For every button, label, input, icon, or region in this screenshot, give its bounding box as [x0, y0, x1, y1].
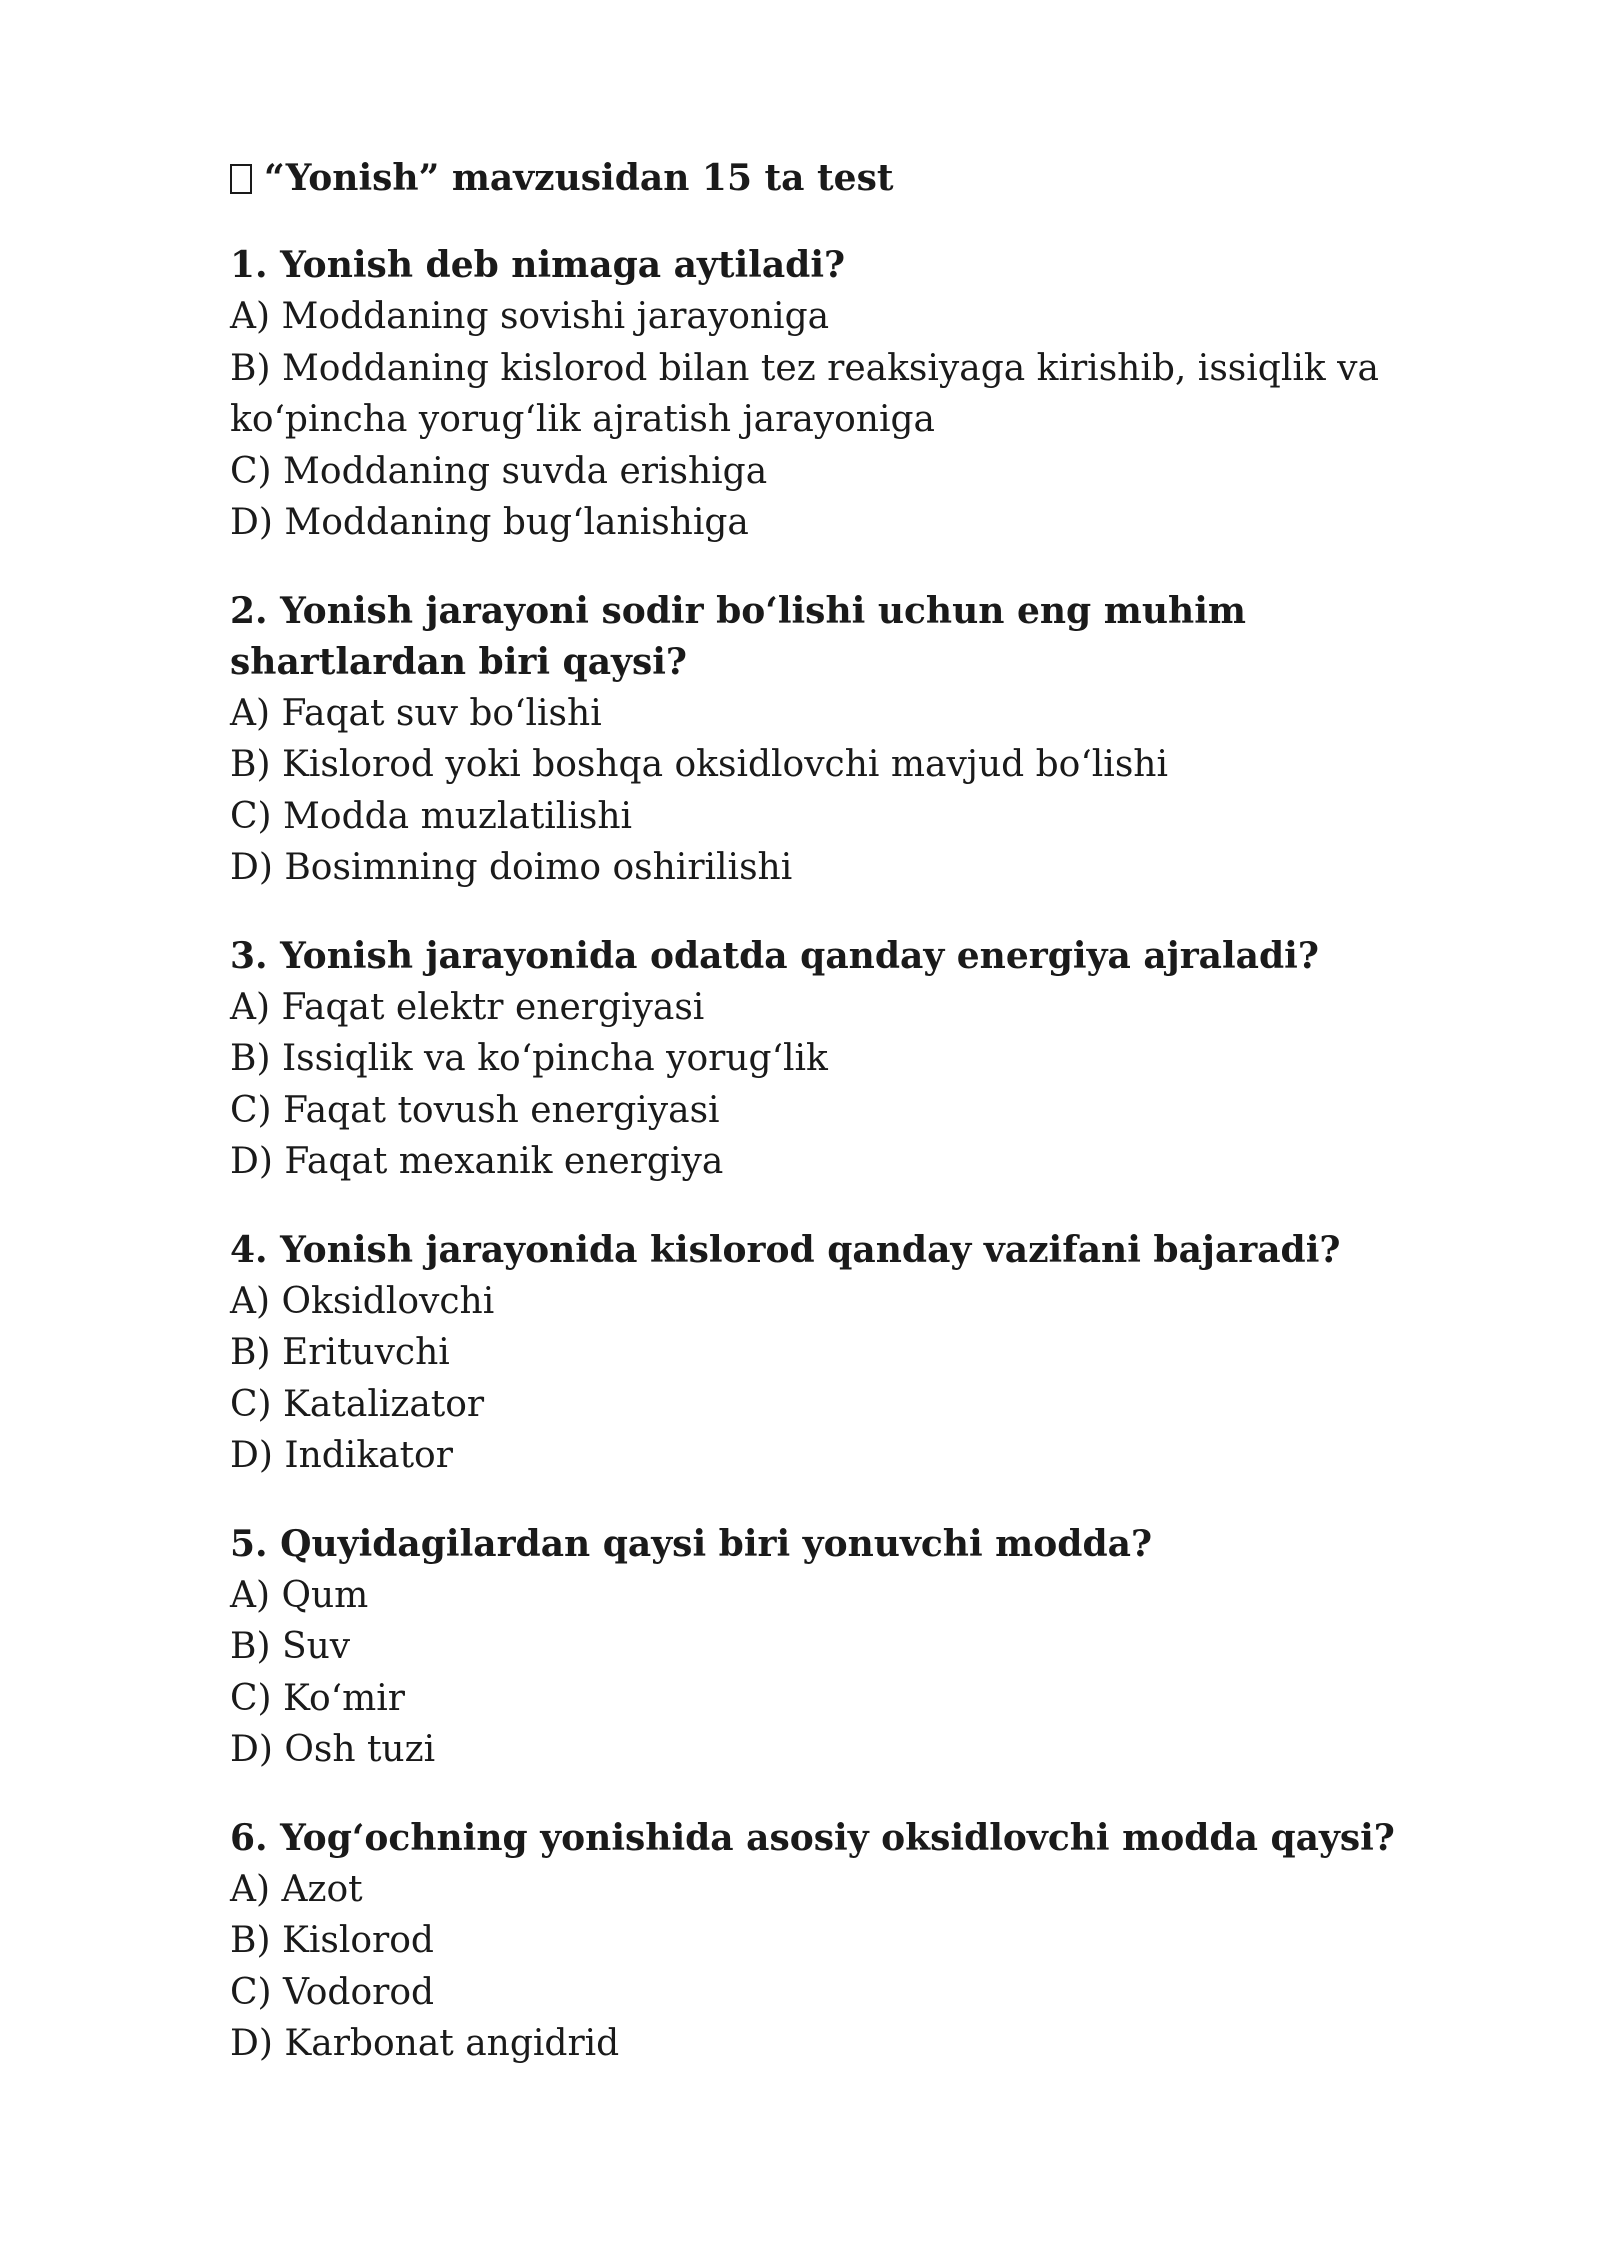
- answer-option-d: D) Bosimning doimo oshirilishi: [230, 847, 793, 888]
- question-text: 3. Yonish jarayonida odatda qanday energiya ajraladi?: [230, 934, 1319, 977]
- answer-option-d: D) Osh tuzi: [230, 1729, 436, 1770]
- answer-option-b: B) Kislorod: [230, 1920, 434, 1961]
- answer-option-a: A) Faqat suv bo‘lishi: [230, 692, 602, 734]
- answer-option-a: A) Qum: [230, 1574, 369, 1616]
- answer-option-c: C) Moddaning suvda erishiga: [230, 450, 768, 492]
- question-text: 2. Yonish jarayoni sodir bo‘lishi uchun eng muhim shartlardan biri qaysi?: [230, 589, 1246, 683]
- answer-option-a: A) Faqat elektr energiyasi: [230, 986, 705, 1028]
- question-1: [230, 240, 1470, 549]
- answer-option-c: C) Katalizator: [230, 1383, 485, 1425]
- document-title-text: “Yonish” mavzusidan 15 ta test: [264, 157, 894, 199]
- question-text: 4. Yonish jarayonida kislorod qanday vazifani bajaradi?: [230, 1228, 1341, 1271]
- answer-option-c: C) Faqat tovush energiyasi: [230, 1089, 720, 1131]
- question-5: [230, 1519, 1470, 1776]
- missing-glyph-icon: [230, 164, 252, 194]
- question-4: [230, 1225, 1470, 1482]
- answer-option-c: C) Modda muzlatilishi: [230, 795, 633, 837]
- answer-option-c: C) Vodorod: [230, 1971, 435, 2013]
- answer-option-d: D) Moddaning bug‘lanishiga: [230, 502, 749, 543]
- document-page: [230, 152, 1470, 2107]
- answer-option-b: B) Moddaning kislorod bilan tez reaksiyaga kirishib, issiqlik va ko‘pincha yorug‘lik ajratish jarayoniga: [230, 347, 1379, 440]
- answer-option-a: A) Azot: [230, 1868, 363, 1910]
- answer-option-d: D) Faqat mexanik energiya: [230, 1141, 724, 1182]
- answer-option-b: B) Issiqlik va ko‘pincha yorug‘lik: [230, 1038, 828, 1079]
- answer-option-d: D) Indikator: [230, 1435, 453, 1476]
- question-3: [230, 931, 1470, 1188]
- question-text: 6. Yog‘ochning yonishida asosiy oksidlovchi modda qaysi?: [230, 1816, 1395, 1859]
- answer-option-a: A) Moddaning sovishi jarayoniga: [230, 296, 830, 337]
- question-text: 1. Yonish deb nimaga aytiladi?: [230, 244, 846, 286]
- document-title: [230, 152, 1470, 204]
- question-text: 5. Quyidagilardan qaysi biri yonuvchi modda?: [230, 1522, 1153, 1565]
- answer-option-d: D) Karbonat angidrid: [230, 2023, 620, 2064]
- answer-option-a: A) Oksidlovchi: [230, 1280, 495, 1322]
- answer-option-b: B) Kislorod yoki boshqa oksidlovchi mavjud bo‘lishi: [230, 744, 1168, 785]
- answer-option-c: C) Ko‘mir: [230, 1677, 405, 1719]
- question-2: [230, 586, 1470, 894]
- answer-option-b: B) Erituvchi: [230, 1332, 450, 1373]
- question-6: [230, 1813, 1470, 2070]
- answer-option-b: B) Suv: [230, 1626, 351, 1667]
